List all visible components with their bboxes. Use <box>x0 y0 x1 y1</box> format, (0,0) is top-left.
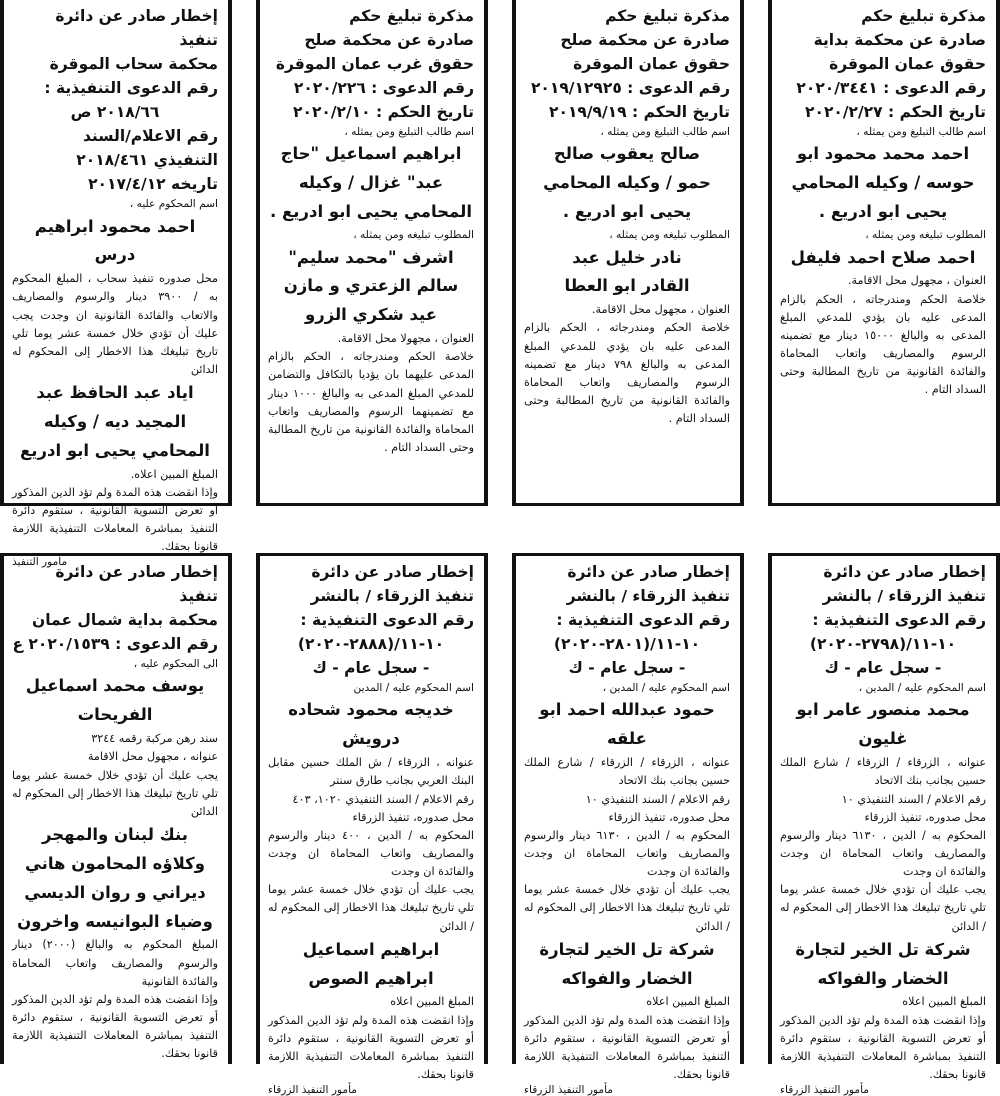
body-text: يجب عليك أن تؤدي خلال خمسة عشر يوما تلي تاريخ تبليغك هذا الاخطار إلى المحكوم له / الدائن <box>780 883 986 933</box>
body-text: المبلغ المبين اعلاه <box>390 995 474 1009</box>
notice-judgment-2 <box>524 4 730 499</box>
body-text: يجب عليك أن تؤدي خلال خمسة عشر يوما تلي تاريخ تبليغك هذا الاخطار إلى المحكوم له الدائن <box>12 768 218 818</box>
heading-line: محكمة سحاب الموقرة <box>49 55 218 74</box>
body-text: رقم الاعلام / السند التنفيذي ١٠ <box>841 792 986 806</box>
heading-line: حقوق عمان الموقرة <box>829 55 986 74</box>
party-name-line: خديجه محمود شحاده درويش <box>288 700 454 749</box>
heading-line: إخطار صادر عن دائرة تنفيذ <box>55 563 218 606</box>
heading-line: صادرة عن محكمة صلح <box>560 31 730 50</box>
party-name-line: المجيد ديه / وكيله <box>43 412 187 431</box>
heading-line: مذكرة تبليغ حكم <box>349 7 474 25</box>
body-text: العنوان ، مجهولا محل الاقامة. <box>337 332 474 346</box>
heading-line: إخطار صادر عن دائرة <box>823 563 986 581</box>
party-name-line: سالم الزعتري و مازن <box>283 276 459 296</box>
party-name-line: القادر ابو العطا <box>564 276 690 296</box>
party-name-line: شركة تل الخير لتجارة <box>539 939 715 959</box>
heading-line: رقم الدعوى : ٢٠٢٠/٣٤٤١ <box>796 79 986 98</box>
field-label: المطلوب تبليغه ومن يمثله ، <box>609 229 730 242</box>
heading-line: إخطار صادر عن دائرة <box>311 563 474 581</box>
body-text: المبلغ المبين اعلاه <box>646 995 730 1009</box>
notice-column <box>768 553 1000 1096</box>
field-label: اسم المحكوم عليه / المدين ، <box>858 682 986 695</box>
party-name-line: احمد صلاح احمد فليفل <box>790 247 976 267</box>
party-name-line: صالح يعقوب صالح <box>553 144 701 164</box>
notice-judgment-3 <box>268 4 474 499</box>
party-name-line: يحيى ابو ادريع . <box>818 202 948 222</box>
heading-line: حقوق غرب عمان الموقرة <box>275 55 474 74</box>
heading-line: مذكرة تبليغ حكم <box>605 7 730 25</box>
body-text: العنوان ، مجهول محل الاقامة. <box>592 303 730 317</box>
field-label: اسم المحكوم عليه / المدين ، <box>602 682 730 695</box>
body-text: رقم الاعلام / السند التنفيذي ١٠٢٠، ٤٠٣ <box>292 792 474 806</box>
heading-line: رقم الاعلام/السند <box>82 127 218 146</box>
party-name-line: نادر خليل عبد <box>572 247 682 267</box>
heading-line: رقم الدعوى التنفيذية : <box>812 611 986 630</box>
party-name-line: الخضار والفواكه <box>561 968 693 988</box>
body-text: المحكوم به / الدين ، ٦١٣٠ دينار والرسوم والمصاريف واتعاب المحاماة ان وجدت والفائدة ان وجدت <box>780 828 986 879</box>
body-text: محل صدوره، تنفيذ الزرقاء <box>608 810 730 824</box>
notice-execution-zarqa-3 <box>268 560 474 1096</box>
party-name-line: المحامي يحيى ابو ادريع <box>20 440 210 460</box>
heading-line: - سجل عام - ك <box>312 659 430 678</box>
party-name-line: ابراهيم اسماعيل "حاج <box>280 144 462 164</box>
field-label: المطلوب تبليغه ومن يمثله ، <box>353 229 474 242</box>
heading-line: صادرة عن محكمة بداية <box>813 31 986 50</box>
field-label: اسم المحكوم عليه ، <box>129 198 218 211</box>
body-text: خلاصة الحكم ومندرجاته ، الحكم بالزام المدعى عليه بان يؤدي للمدعي المبلغ المدعى به والبالغ ١٥٠٠٠ دينار مع تضمينه الرسوم والمصاريف واتعاب المحاماة والفائدة القانونية من تاريخ المطالبة وحتى السداد التام . <box>780 292 986 397</box>
body-text: خلاصة الحكم ومندرجاته ، الحكم بالزام المدعى عليهما بان يؤديا بالتكافل والتضامن للمدعي المبلغ المدعى به والبالغ ١٠٠٠ دينار مع تضمينهما الرسوم والمصاريف واتعاب المحاماة والفائدة القانونية من تاريخ المطالبة وحتى السداد التام . <box>268 350 474 454</box>
notice-column <box>0 0 232 569</box>
heading-line: - سجل عام - ك <box>824 659 942 678</box>
body-text: يجب عليك أن تؤدي خلال خمسة عشر يوما تلي تاريخ تبليغك هذا الاخطار إلى المحكوم له / الدائن <box>524 883 730 933</box>
notice-execution-north-amman <box>12 560 218 1060</box>
heading-line: محكمة بداية شمال عمان <box>32 611 218 630</box>
heading-line: رقم الدعوى التنفيذية : <box>44 79 218 98</box>
body-text: عنوانه ، مجهول محل الاقامة <box>87 750 218 764</box>
party-name-line: اياد عبد الحافظ عبد <box>36 383 194 403</box>
notice-column <box>0 553 232 1064</box>
body-text: عنوانه ، الزرقاء / الزرقاء / شارع الملك حسين بجانب بنك الاتحاد <box>524 756 730 788</box>
heading-line: تاريخ الحكم : ٢٠١٩/٩/١٩ <box>549 103 730 122</box>
notice-judgment-1 <box>780 4 986 499</box>
body-text: محل صدوره، تنفيذ الزرقاء <box>352 810 474 824</box>
heading-line: حقوق عمان الموقرة <box>573 55 730 74</box>
heading-line: إخطار صادر عن دائرة تنفيذ <box>55 7 218 50</box>
party-name-line: الفريحات <box>77 705 153 725</box>
body-text: محل صدوره، تنفيذ الزرقاء <box>864 810 986 824</box>
heading-line: - سجل عام - ك <box>568 659 686 678</box>
party-name-line: ابراهيم اسماعيل <box>302 939 440 959</box>
notice-column <box>512 0 744 506</box>
field-label: اسم المحكوم عليه / المدين <box>353 682 474 695</box>
signature-officer: مأمور التنفيذ <box>12 556 68 569</box>
notice-column <box>512 553 744 1096</box>
body-text: وإذا انقضت هذه المدة ولم تؤد الدين المذكور أو تعرض التسوية القانونية ، ستقوم دائرة التنفيذ بمباشرة المعاملات التنفيذية اللازمة قانونا بحقك. <box>12 992 218 1061</box>
heading-line: ١٠-١١/(٢٧٩٨-٢٠٢٠) <box>809 635 957 654</box>
party-name-line: عبد" غزال / وكيله <box>298 173 444 193</box>
heading-line: ١٠-١١/(٢٨٨٨-٢٠٢٠) <box>297 635 445 654</box>
party-name-line: اشرف "محمد سليم" <box>288 247 454 267</box>
party-name-line: محمد منصور عامر ابو غليون <box>796 700 970 749</box>
party-name-line: بنك لبنان والمهجر <box>42 824 188 844</box>
party-name-line: وكلاؤه المحامون هاني <box>24 853 206 873</box>
heading-line: إخطار صادر عن دائرة <box>567 563 730 581</box>
body-text: وإذا انقضت هذه المدة ولم تؤد الدين المذكور أو تعرض التسوية القانونية ، ستقوم دائرة التنفيذ بمباشرة المعاملات التنفيذية اللازمة قانونا بحقك. <box>780 1013 986 1081</box>
body-text: محل صدوره تنفيذ سحاب ، المبلغ المحكوم به / ٣٩٠٠ دينار والرسوم والمصاريف والاتعاب والفائدة القانونية ان وجدت يجب عليك أن تؤدي خلال خمسة عشر يوما تلي تاريخ تبليغك هذا الاخطار إلى المحكوم له الدائن <box>12 272 218 376</box>
party-name-line: المحامي يحيى ابو ادريع . <box>270 202 472 222</box>
party-name-line: عيد شكري الزرو <box>304 305 438 325</box>
party-name-line: شركة تل الخير لتجارة <box>795 939 971 959</box>
party-name-line: حوسه / وكيله المحامي <box>791 173 975 193</box>
body-text: المحكوم به / الدين ، ٦١٣٠ دينار والرسوم والمصاريف واتعاب المحاماة ان وجدت والفائدة ان وجدت <box>524 828 730 879</box>
party-name-line: الخضار والفواكه <box>817 968 949 988</box>
field-label: اسم طالب التبليغ ومن يمثله ، <box>856 126 986 139</box>
body-text: المبلغ المبين اعلاه. <box>130 467 218 481</box>
notice-column <box>768 0 1000 506</box>
heading-line: تنفيذ الزرقاء / بالنشر <box>566 587 730 606</box>
party-name-line: يوسف محمد اسماعيل <box>25 676 205 696</box>
heading-line: مذكرة تبليغ حكم <box>861 7 986 25</box>
body-text: سند رهن مركبة رقمه ٣٢٤٤ <box>91 732 218 746</box>
body-text: وإذا انقضت هذه المدة ولم تؤد الدين المذكور أو تعرض التسوية القانونية ، ستقوم دائرة التنفيذ بمباشرة المعاملات التنفيذية اللازمة قانونا بحقك. <box>12 485 218 554</box>
heading-line: رقم الدعوى : ٢٠٢٠/٢٢٦ <box>293 79 474 98</box>
field-label: اسم طالب التبليغ ومن يمثله ، <box>600 126 730 139</box>
heading-line: رقم الدعوى التنفيذية : <box>300 611 474 630</box>
heading-line: رقم الدعوى : ٢٠١٩/١٢٩٢٥ <box>530 79 730 98</box>
body-text: العنوان ، مجهول محل الاقامة. <box>848 274 986 288</box>
heading-line: صادرة عن محكمة صلح <box>304 31 474 50</box>
party-name-line: ابراهيم الصوص <box>308 968 434 988</box>
heading-line: تاريخه ٢٠١٧/٤/١٢ <box>88 175 218 194</box>
body-text: المبلغ المحكوم به والبالغ (٢٠٠٠) دينار والرسوم والمصاريف واتعاب المحاماة والفائدة القانونية <box>12 938 218 988</box>
body-text: وإذا انقضت هذه المدة ولم تؤد الدين المذكور أو تعرض التسوية القانونية ، ستقوم دائرة التنفيذ بمباشرة المعاملات التنفيذية اللازمة قانونا بحقك. <box>268 1013 474 1081</box>
heading-line: التنفيذي ٢٠١٨/٤٦١ <box>76 151 218 170</box>
heading-line: تنفيذ الزرقاء / بالنشر <box>822 587 986 606</box>
body-text: خلاصة الحكم ومندرجاته ، الحكم بالزام المدعى عليه بان يؤدي للمدعي المبلغ المدعى به والبالغ ٧٩٨ دينار مع تضمينه الرسوم والمصاريف واتعاب المحاماة والفائدة القانونية من تاريخ المطالبة وحتى السداد التام . <box>524 321 730 426</box>
party-name-line: احمد محمود ابراهيم درس <box>34 216 196 265</box>
heading-line: تنفيذ الزرقاء / بالنشر <box>310 587 474 606</box>
body-text: وإذا انقضت هذه المدة ولم تؤد الدين المذكور أو تعرض التسوية القانونية ، ستقوم دائرة التنفيذ بمباشرة المعاملات التنفيذية اللازمة قانونا بحقك. <box>524 1013 730 1081</box>
heading-line: رقم الدعوى التنفيذية : <box>556 611 730 630</box>
field-label: اسم طالب التبليغ ومن يمثله ، <box>344 126 474 139</box>
heading-line: ٢٠١٨/٦٦ ص <box>70 103 160 122</box>
party-name-line: ديراني و روان الديسي <box>24 882 206 902</box>
party-name-line: حمود عبدالله احمد ابو علقه <box>539 700 715 749</box>
party-name-line: حمو / وكيله المحامي <box>543 173 711 193</box>
notice-execution-zarqa-1 <box>780 560 986 1096</box>
signature-officer: مأمور التنفيذ الزرقاء <box>780 1084 869 1096</box>
notices-row-bottom <box>0 553 1000 1096</box>
heading-line: تاريخ الحكم : ٢٠٢٠/٢/١٠ <box>293 103 474 122</box>
notice-column <box>256 0 488 506</box>
signature-officer: مأمور التنفيذ الزرقاء <box>524 1084 613 1096</box>
body-text: عنوانه ، الزرقاء / الزرقاء / شارع الملك حسين بجانب بنك الاتحاد <box>780 756 986 788</box>
notice-column <box>256 553 488 1096</box>
party-name-line: احمد محمد محمود ابو <box>796 144 970 164</box>
notice-execution-sahab <box>12 4 218 569</box>
heading-line: ١٠-١١/(٢٨٠١-٢٠٢٠) <box>553 635 701 654</box>
notice-execution-zarqa-2 <box>524 560 730 1096</box>
heading-line: تاريخ الحكم : ٢٠٢٠/٢/٢٧ <box>805 103 986 122</box>
party-name-line: يحيى ابو ادريع . <box>562 202 692 222</box>
field-label: الى المحكوم عليه ، <box>133 658 218 671</box>
body-text: المحكوم به / الدين ، ٤٠٠ دينار والرسوم والمصاريف واتعاب المحاماة ان وجدت والفائدة ان وجدت <box>268 828 474 879</box>
body-text: المبلغ المبين اعلاه <box>902 995 986 1009</box>
body-text: رقم الاعلام / السند التنفيذي ١٠ <box>585 792 730 806</box>
party-name-line: وضياء البوانيسه واخرون <box>17 911 213 931</box>
signature-officer: مأمور التنفيذ الزرقاء <box>268 1084 357 1096</box>
body-text: عنوانه ، الزرقاء / ش الملك حسين مقابل البنك العربي بجانب طارق سنتر <box>268 756 474 788</box>
field-label: المطلوب تبليغه ومن يمثله ، <box>865 229 986 242</box>
body-text: يجب عليك أن تؤدي خلال خمسة عشر يوما تلي تاريخ تبليغك هذا الاخطار إلى المحكوم له / الدائن <box>268 883 474 933</box>
heading-line: رقم الدعوى : ٢٠٢٠/١٥٣٩ ع <box>12 635 218 654</box>
